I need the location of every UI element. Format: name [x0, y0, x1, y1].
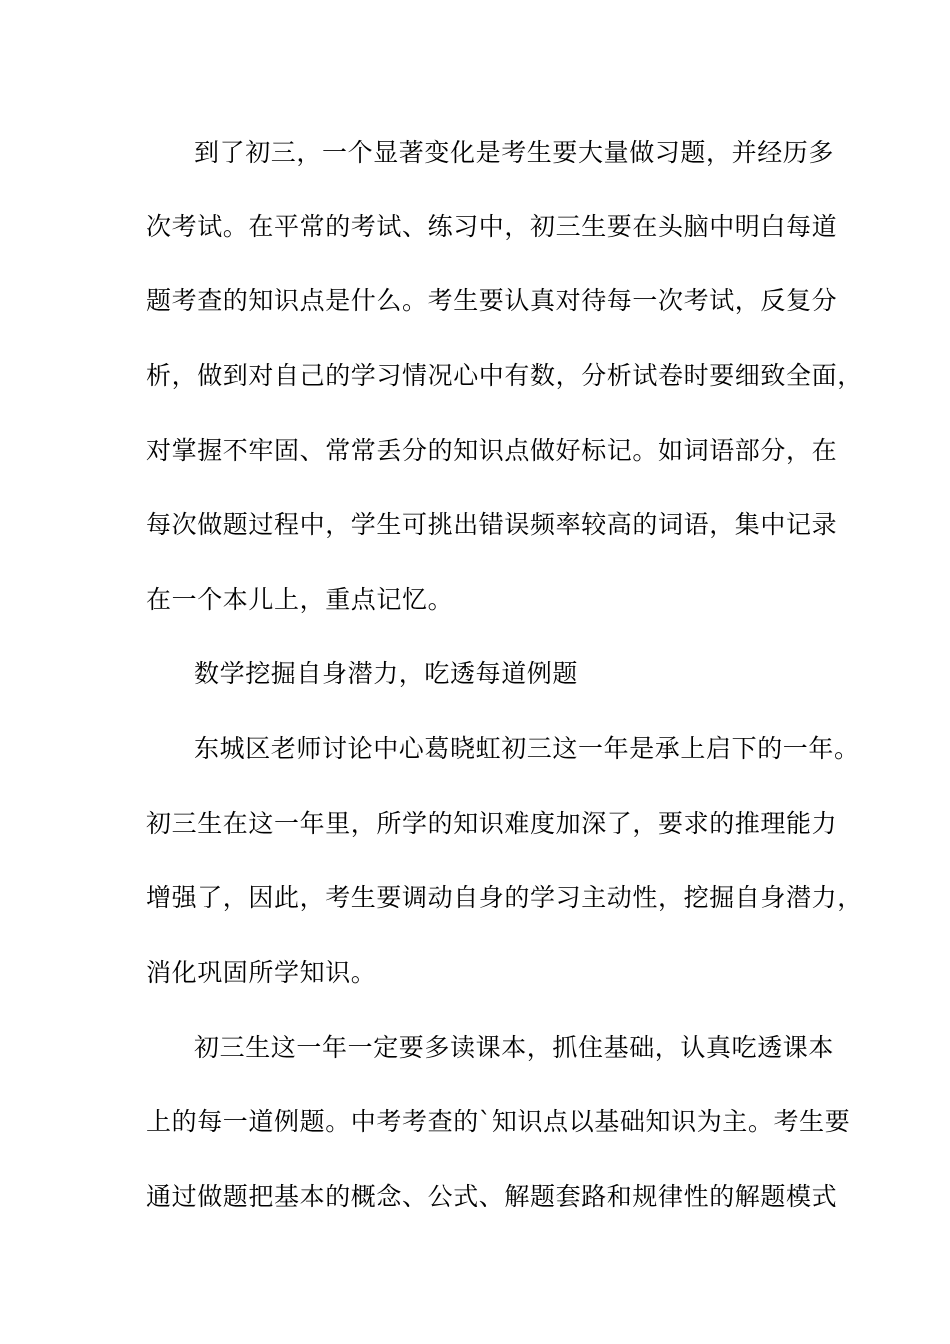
section-heading: 数学挖掘自身潜力，吃透每道例题 [194, 659, 579, 688]
paragraph-3-line-4: 消化巩固所学知识。 [146, 958, 377, 987]
paragraph-1-line-6: 每次做题过程中，学生可挑出错误频率较高的词语，集中记录 [146, 510, 838, 539]
paragraph-1-line-3: 题考查的知识点是什么。考生要认真对待每一次考试，反复分 [146, 286, 838, 315]
paragraph-3-line-3: 增强了，因此，考生要调动自身的学习主动性，挖掘自身潜力， [146, 883, 863, 912]
paragraph-3-line-2: 初三生在这一年里，所学的知识难度加深了，要求的推理能力 [146, 809, 838, 838]
paragraph-3-line-1: 东城区老师讨论中心葛晓虹初三这一年是承上启下的一年。 [194, 734, 860, 763]
paragraph-4-line-1: 初三生这一年一定要多读课本，抓住基础，认真吃透课本 [194, 1033, 835, 1062]
paragraph-4-line-2: 上的每一道例题。中考考查的`知识点以基础知识为主。考生要 [146, 1107, 851, 1136]
paragraph-4-line-3: 通过做题把基本的概念、公式、解题套路和规律性的解题模式 [146, 1182, 838, 1211]
paragraph-1-line-5: 对掌握不牢固、常常丢分的知识点做好标记。如词语部分，在 [146, 436, 838, 465]
paragraph-1-line-7: 在一个本儿上，重点记忆。 [146, 585, 454, 614]
paragraph-1-line-4: 析，做到对自己的学习情况心中有数，分析试卷时要细致全面， [146, 361, 863, 390]
paragraph-1-line-1: 到了初三，一个显著变化是考生要大量做习题，并经历多 [194, 138, 835, 167]
paragraph-1-line-2: 次考试。在平常的考试、练习中，初三生要在头脑中明白每道 [146, 212, 838, 241]
